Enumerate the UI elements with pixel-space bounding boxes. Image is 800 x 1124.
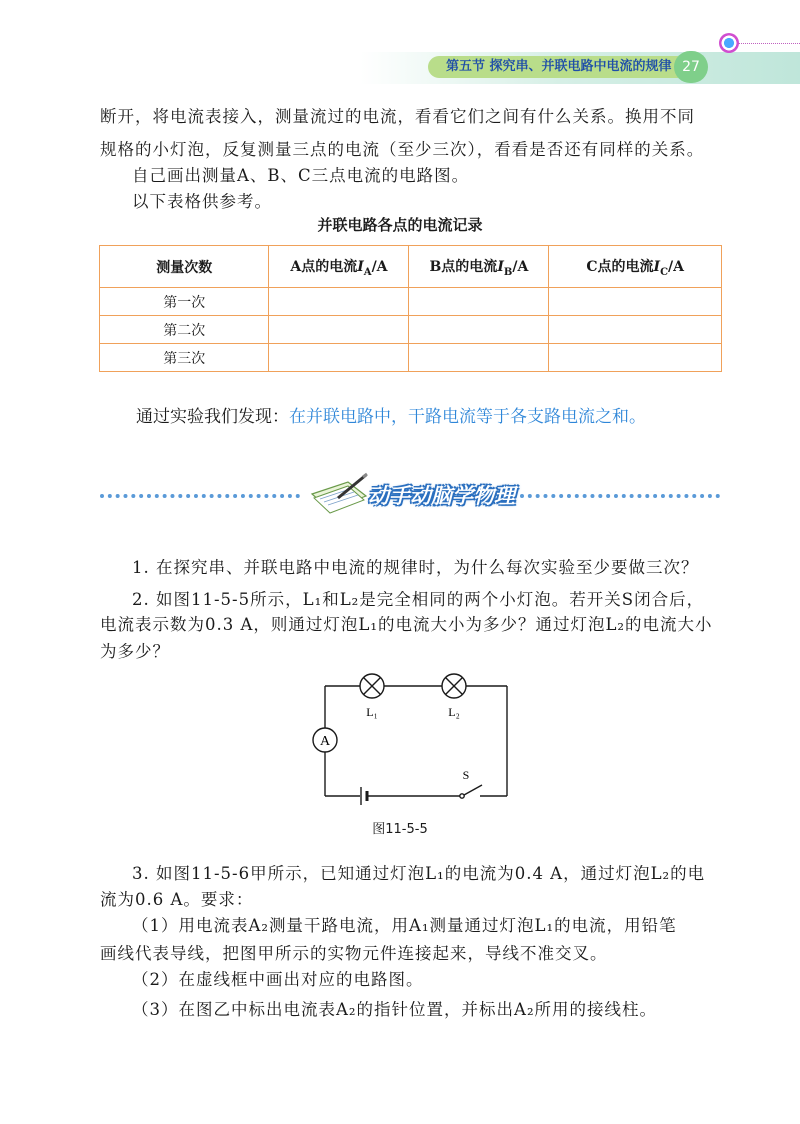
intro-line-1: 断开，将电流表接入，测量流过的电流，看看它们之间有什么关系。换用不同 — [100, 107, 695, 126]
table-cell — [269, 344, 409, 372]
col-b-symbol: I — [497, 258, 504, 275]
header-dotted-line — [738, 43, 800, 44]
battery-icon — [361, 787, 367, 805]
ammeter-icon — [313, 728, 337, 752]
switch-icon — [460, 785, 482, 798]
table-cell — [409, 344, 549, 372]
banner-title: 动手动脑学物理 — [368, 484, 515, 508]
question-3-item-1b: 画线代表导线，把图甲所示的实物元件连接起来，导线不准交叉。 — [100, 944, 608, 963]
col-c-unit: /A — [668, 258, 685, 275]
lamp-l2-icon — [442, 674, 466, 698]
table-row — [100, 344, 722, 372]
circuit-diagram — [300, 668, 530, 808]
table-title: 并联电路各点的电流记录 — [317, 216, 483, 234]
col-c-sub: C — [660, 266, 669, 278]
col-a-unit: /A — [371, 258, 388, 275]
intro-line-3: 自己画出测量A、B、C三点电流的电路图。 — [132, 166, 470, 185]
row-label: 第三次 — [100, 344, 269, 372]
table-cell — [269, 288, 409, 316]
question-3-line-1: 3. 如图11-5-6甲所示，已知通过灯泡L₁的电流为0.4 A，通过灯泡L₂的电 — [132, 864, 706, 883]
notebook-pencil-icon — [308, 472, 370, 514]
intro-line-2: 规格的小灯泡，反复测量三点的电流（至少三次），看看是否还有同样的关系。 — [100, 140, 705, 159]
table-cell — [549, 316, 722, 344]
question-3-item-1a: （1）用电流表A₂测量干路电流，用A₁测量通过灯泡L₁的电流，用铅笔 — [132, 916, 677, 935]
col-c-symbol: I — [653, 258, 661, 275]
current-record-table — [99, 245, 722, 372]
lamp-l2-label: L₂ — [448, 705, 460, 719]
intro-line-4: 以下表格供参考。 — [132, 192, 272, 211]
finding-answer: 在并联电路中，干路电流等于各支路电流之和。 — [289, 407, 646, 427]
table-row — [100, 316, 722, 344]
switch-label: S — [462, 768, 470, 782]
section-title: 第五节 探究串、并联电路中电流的规律 — [428, 56, 678, 78]
col-c-prefix: C点的电流 — [586, 258, 654, 275]
col-a-symbol: I — [357, 258, 364, 275]
figure-caption: 图11-5-5 — [372, 822, 428, 837]
finding-lead: 通过实验我们发现： — [136, 407, 289, 427]
col-count-header: 测量次数 — [100, 246, 269, 288]
table-cell — [409, 316, 549, 344]
col-b-prefix: B点的电流 — [429, 258, 498, 275]
table-cell — [409, 288, 549, 316]
target-ring-icon — [719, 33, 739, 53]
question-3-item-2: （2）在虚线框中画出对应的电路图。 — [132, 970, 424, 989]
question-1: 1. 在探究串、并联电路中电流的规律时，为什么每次实验至少要做三次？ — [132, 558, 699, 577]
col-b-sub: B — [503, 266, 513, 278]
row-label: 第二次 — [100, 316, 269, 344]
table-cell — [549, 288, 722, 316]
col-a-header — [269, 246, 409, 288]
lamp-l1-label: L₁ — [366, 705, 378, 719]
banner-dots-left — [100, 494, 300, 498]
question-2-line-3: 为多少？ — [100, 642, 170, 661]
question-3-item-3: （3）在图乙中标出电流表A₂的指针位置，并标出A₂所用的接线柱。 — [132, 1000, 658, 1019]
question-3-line-2: 流为0.6 A。要求： — [100, 890, 254, 909]
table-cell — [269, 316, 409, 344]
col-b-unit: /A — [512, 258, 529, 275]
table-header-row — [100, 246, 722, 288]
table-cell — [549, 344, 722, 372]
banner-dots-right — [520, 494, 720, 498]
question-2-line-2: 电流表示数为0.3 A，则通过灯泡L₁的电流大小为多少？通过灯泡L₂的电流大小 — [100, 615, 713, 634]
ammeter-label: A — [319, 734, 331, 749]
finding-sentence — [136, 402, 646, 427]
row-label: 第一次 — [100, 288, 269, 316]
lamp-l1-icon — [360, 674, 384, 698]
page-number: 27 — [674, 51, 708, 83]
col-c-header — [549, 246, 722, 288]
question-2-line-1: 2. 如图11-5-5所示，L₁和L₂是完全相同的两个小灯泡。若开关S闭合后， — [132, 590, 705, 609]
col-a-prefix: A点的电流 — [290, 258, 358, 275]
table-row — [100, 288, 722, 316]
col-b-header — [409, 246, 549, 288]
col-a-sub: A — [363, 266, 372, 278]
